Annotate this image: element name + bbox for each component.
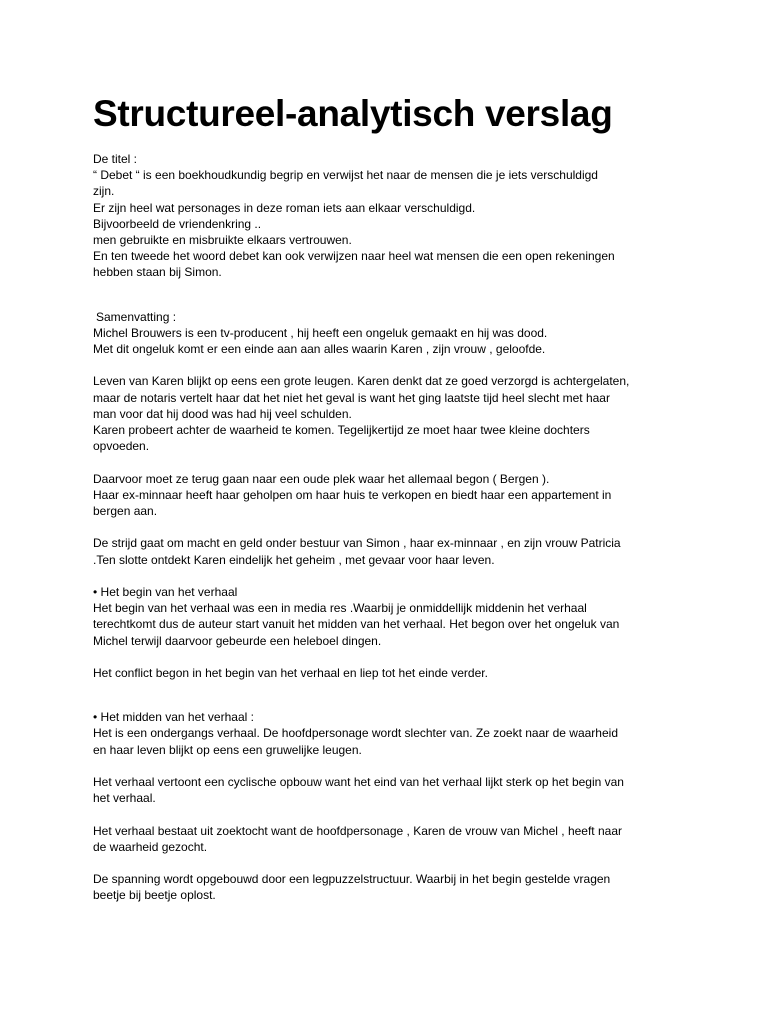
paragraph-line: De spanning wordt opgebouwd door een legpuzzelstructuur. Waarbij in het begin gestelde vragen bbox=[93, 872, 611, 887]
paragraph-line: Michel Brouwers is een tv-producent , hij heeft een ongeluk gemaakt en hij was dood. bbox=[93, 325, 548, 340]
paragraph-line: Met dit ongeluk komt er een einde aan aan alles waarin Karen , zijn vrouw , geloofde. bbox=[93, 342, 546, 357]
paragraph-line: en haar leven blijkt op eens een gruwelijke leugen. bbox=[93, 742, 362, 757]
middle-section bbox=[93, 709, 693, 903]
paragraph-line: Bijvoorbeeld de vriendenkring .. bbox=[93, 216, 262, 231]
paragraph-line: Leven van Karen blijkt op eens een grote leugen. Karen denkt dat ze goed verzorgd is achtergelaten, bbox=[93, 374, 630, 389]
paragraph-line: man voor dat hij dood was had hij veel schulden. bbox=[93, 406, 352, 421]
paragraph-line: Het begin van het verhaal was een in media res .Waarbij je onmiddellijk middenin het verhaal bbox=[93, 601, 587, 616]
paragraph-line: Het verhaal vertoont een cyclische opbouw want het eind van het verhaal lijkt sterk op het begin van bbox=[93, 775, 624, 790]
title-section bbox=[93, 151, 693, 281]
paragraph-line: De strijd gaat om macht en geld onder bestuur van Simon , haar ex-minnaar , en zijn vrouw Patricia bbox=[93, 536, 621, 551]
paragraph-line: Haar ex-minnaar heeft haar geholpen om haar huis te verkopen en biedt haar een appartement in bbox=[93, 487, 612, 502]
paragraph-line: Michel terwijl daarvoor gebeurde een heleboel dingen. bbox=[93, 633, 382, 648]
paragraph-line: terechtkomt dus de auteur start vanuit het midden van het verhaal. Het begon over het ongeluk van bbox=[93, 617, 620, 632]
paragraph-line: het verhaal. bbox=[93, 791, 156, 806]
document-title: Structureel-analytisch verslag bbox=[93, 93, 613, 134]
paragraph-line: de waarheid gezocht. bbox=[93, 839, 208, 854]
paragraph-line: hebben staan bij Simon. bbox=[93, 265, 222, 280]
paragraph-line: “ Debet “ is een boekhoudkundig begrip en verwijst het naar de mensen die je iets verschuldigd bbox=[93, 168, 598, 183]
paragraph-line: Het conflict begon in het begin van het verhaal en liep tot het einde verder. bbox=[93, 666, 488, 681]
paragraph-line: De titel : bbox=[93, 152, 138, 166]
bullet-heading: • Het begin van het verhaal bbox=[93, 585, 238, 600]
paragraph-line: .Ten slotte ontdekt Karen eindelijk het geheim , met gevaar voor haar leven. bbox=[93, 552, 495, 567]
paragraph-line: Het is een ondergangs verhaal. De hoofdpersonage wordt slechter van. Ze zoekt naar de waarheid bbox=[93, 726, 618, 741]
paragraph-line: Het verhaal bestaat uit zoektocht want de hoofdpersonage , Karen de vrouw van Michel , heeft naar bbox=[93, 823, 622, 838]
bullet-heading: • Het midden van het verhaal : bbox=[93, 710, 254, 725]
summary-section bbox=[93, 309, 693, 568]
paragraph-line: men gebruikte en misbruikte elkaars vertrouwen. bbox=[93, 233, 352, 248]
begin-section bbox=[93, 584, 693, 681]
paragraph-line: maar de notaris vertelt haar dat het niet het geval is want het ging laatste tijd heel slecht met haar bbox=[93, 390, 610, 405]
paragraph-line: zijn. bbox=[93, 184, 115, 199]
paragraph-line: Karen probeert achter de waarheid te komen. Tegelijkertijd ze moet haar twee kleine dochters bbox=[93, 423, 590, 438]
paragraph-line: opvoeden. bbox=[93, 439, 150, 454]
paragraph-line: Daarvoor moet ze terug gaan naar een oude plek waar het allemaal begon ( Bergen ). bbox=[93, 471, 550, 486]
paragraph-line: bergen aan. bbox=[93, 504, 158, 519]
paragraph-line: Er zijn heel wat personages in deze roman iets aan elkaar verschuldigd. bbox=[93, 200, 476, 215]
paragraph-line: beetje bij beetje oplost. bbox=[93, 888, 216, 903]
document-body bbox=[93, 151, 693, 904]
summary-heading: Samenvatting : bbox=[96, 309, 177, 324]
paragraph-line: En ten tweede het woord debet kan ook verwijzen naar heel wat mensen die een open rekeningen bbox=[93, 249, 615, 264]
